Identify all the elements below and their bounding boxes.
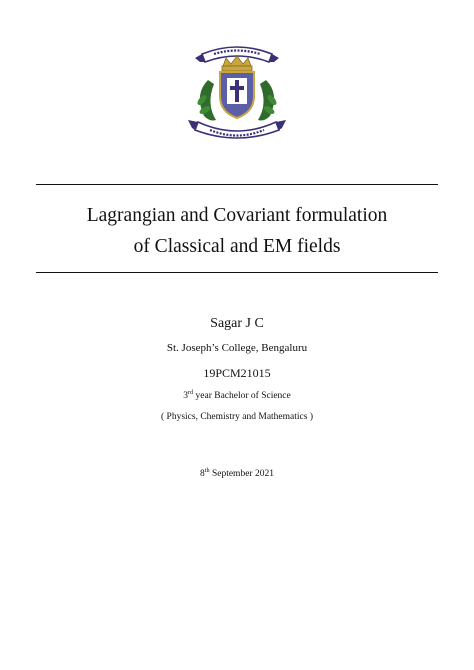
subjects: ( Physics, Chemistry and Mathematics ): [161, 412, 313, 422]
title-line-2: of Classical and EM fields: [133, 236, 341, 257]
year-text: year Bachelor of Science: [193, 391, 291, 402]
date: [0, 468, 474, 479]
year-of-study: [0, 390, 474, 401]
college-crest-logo: [186, 42, 288, 142]
date-suffix: th: [204, 468, 210, 474]
document-title: [30, 200, 444, 262]
bottom-rule: [36, 272, 438, 273]
year-suffix: rd: [188, 390, 194, 396]
top-rule: [36, 184, 438, 185]
register-number: 19PCM21015: [203, 366, 271, 380]
college-name: St. Joseph’s College, Bengaluru: [166, 342, 308, 354]
author-name: Sagar J C: [210, 316, 264, 331]
year-number: 3: [183, 391, 188, 402]
date-text: September 2021: [209, 469, 274, 480]
date-day: 8: [200, 469, 205, 480]
title-line-1: Lagrangian and Covariant formulation: [86, 205, 388, 226]
